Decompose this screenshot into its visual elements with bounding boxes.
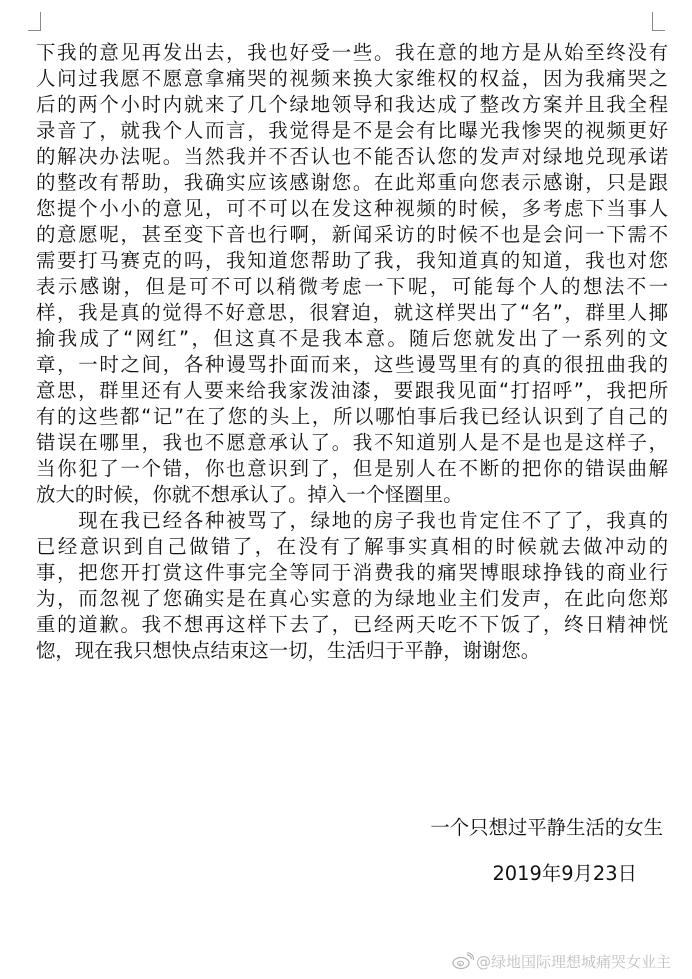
weibo-logo-icon [452,952,474,970]
text-line: 当你犯了一个错，你也意识到了，但是别人在不断的把你的错误曲解 [36,457,668,480]
text-line: 的解决办法呢。当然我并不否认也不能否认您的发声对绿地兑现承诺 [36,145,668,168]
text-line: 事，把您开打赏这件事完全等同于消费我的痛哭博眼球挣钱的商业行 [36,561,668,584]
text-line: 人问过我愿不愿意拿痛哭的视频来换大家维权的权益，因为我痛哭之 [36,67,668,90]
letter-body [36,40,668,664]
text-line: 的意愿呢，甚至变下音也行啊，新闻采访的时候不也是会问一下需不 [36,223,668,246]
text-line: 您提个小小的意见，可不可以在发这种视频的时候，多考虑下当事人 [36,197,668,220]
text-line: 惚，现在我只想快点结束这一切，生活归于平静，谢谢您。 [36,639,541,662]
text-line: 为，而忽视了您确实是在真心实意的为绿地业主们发声，在此向您郑 [36,587,668,610]
paragraph-1 [36,40,668,508]
text-line: 揄我成了“网红”，但这真不是我本意。随后您就发出了一系列的文 [36,327,668,350]
text-line: 需要打马赛克的吗，我知道您帮助了我，我知道真的知道，我也对您 [36,249,668,272]
weibo-watermark [452,950,692,972]
paragraph-2 [36,508,668,664]
signature: 一个只想过平静生活的女生 [430,816,663,839]
text-line: 表示感谢，但是可不可以稍微考虑一下呢，可能每个人的想法不一 [36,275,668,298]
text-line: 重的道歉。我不想再这样下去了，已经两天吃不下饭了，终日精神恍 [36,613,668,636]
watermark-text: @绿地国际理想城痛哭女业主 [476,952,672,971]
text-line: 章，一时之间，各种谩骂扑面而来，这些谩骂里有的真的很扭曲我的 [36,353,668,376]
text-line: 已经意识到自己做错了，在没有了解事实真相的时候就去做冲动的 [36,535,668,558]
text-line: 的整改有帮助，我确实应该感谢您。在此郑重向您表示感谢，只是跟 [36,171,668,194]
text-line: 放大的时候，你就不想承认了。掉入一个怪圈里。 [36,483,463,506]
text-line: 后的两个小时内就来了几个绿地领导和我达成了整改方案并且我全程 [36,93,668,116]
text-line: 现在我已经各种被骂了，绿地的房子我也肯定住不了了，我真的 [36,509,668,532]
text-line: 意思，群里还有人要来给我家泼油漆，要跟我见面“打招呼”，我把所 [36,379,668,402]
text-line: 下我的意见再发出去，我也好受一些。我在意的地方是从始至终没有 [36,41,668,64]
text-line: 样，我是真的觉得不好意思，很窘迫，就这样哭出了“名”，群里人揶 [36,301,668,324]
text-line: 有的这些都“记”在了您的头上，所以哪怕事后我已经认识到了自己的 [36,405,668,428]
letter-date: 2019年9月23日 [492,862,637,885]
text-line: 录音了，就我个人而言，我觉得是不是会有比曝光我惨哭的视频更好 [36,119,668,142]
text-line: 错误在哪里，我也不愿意承认了。我不知道别人是不是也是这样子， [36,431,668,454]
top-right-margin-mark [652,12,665,31]
top-left-margin-mark [28,12,41,31]
